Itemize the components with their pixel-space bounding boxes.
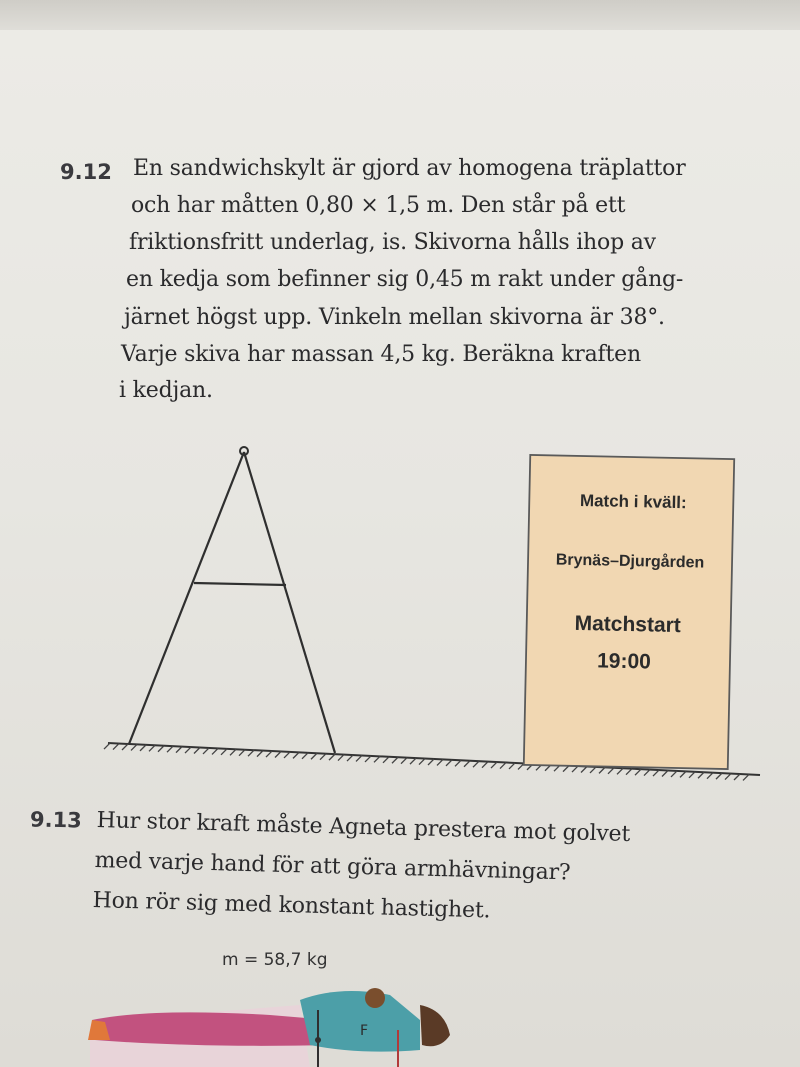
hatch-mark <box>464 761 470 767</box>
problem-text-line: en kedja som befinner sig 0,45 m rakt under gång- <box>126 267 684 292</box>
hatch-mark <box>743 774 749 780</box>
pushup-illustration <box>88 988 450 1067</box>
mass-label: m = 58,7 kg <box>222 950 328 970</box>
hatch-mark <box>239 750 245 756</box>
hatch-mark <box>167 746 173 752</box>
hatch-mark <box>608 768 614 774</box>
hatch-mark <box>338 755 344 761</box>
hatch-mark <box>320 754 326 760</box>
sign-line-2: Brynäs–Djurgården <box>555 551 705 572</box>
hatch-mark <box>365 756 371 762</box>
hatch-mark <box>176 747 182 753</box>
left-board <box>129 452 244 744</box>
hatch-mark <box>419 759 425 765</box>
hatch-mark <box>698 772 704 778</box>
hatch-mark <box>212 748 218 754</box>
hatch-mark <box>626 769 632 775</box>
hatch-mark <box>203 748 209 754</box>
problem-number: 9.12 <box>60 160 112 184</box>
hatch-mark <box>491 762 497 768</box>
hatch-mark <box>473 761 479 767</box>
problem-text-line: Hur stor kraft måste Agneta prestera mot golvet <box>96 808 631 847</box>
hatch-mark <box>275 751 281 757</box>
sign-line-4: 19:00 <box>596 649 652 674</box>
head <box>420 1005 450 1046</box>
hatch-mark <box>689 772 695 778</box>
hatch-mark <box>581 767 587 773</box>
problem-text-line: och har måtten 0,80 × 1,5 m. Den står på ett <box>131 193 626 218</box>
chain <box>194 583 286 585</box>
hatch-mark <box>347 755 353 761</box>
hatch-mark <box>311 753 317 759</box>
hatch-mark <box>455 760 461 766</box>
hatch-mark <box>284 752 290 758</box>
hatch-mark <box>707 773 713 779</box>
hatch-mark <box>401 758 407 764</box>
hatch-mark <box>716 773 722 779</box>
force-label: F <box>360 1023 369 1039</box>
hatch-mark <box>734 774 740 780</box>
hatch-mark <box>329 754 335 760</box>
hatch-mark <box>482 762 488 768</box>
hatch-mark <box>410 758 416 764</box>
a-frame-side-view <box>129 452 335 753</box>
hatch-mark <box>680 771 686 777</box>
hatch-mark <box>185 747 191 753</box>
hatch-mark <box>257 751 263 757</box>
problem-text-line: En sandwichskylt är gjord av homogena träplattor <box>133 156 686 181</box>
hatch-mark <box>158 746 164 752</box>
sign-line-1: Match i kväll: <box>579 490 687 513</box>
shoulder <box>365 988 385 1008</box>
center-of-mass <box>315 1037 321 1043</box>
hatch-mark <box>572 766 578 772</box>
hatch-mark <box>383 757 389 763</box>
problem-text-line: järnet högst upp. Vinkeln mellan skivorna är 38°. <box>124 305 665 330</box>
hatch-mark <box>221 749 227 755</box>
hatch-mark <box>500 763 506 769</box>
hatch-mark <box>248 750 254 756</box>
problem-text-line: i kedjan. <box>119 378 213 403</box>
problem-text-line: friktionsfritt underlag, is. Skivorna hålls ihop av <box>129 230 656 255</box>
sign-front-view <box>524 455 734 769</box>
hatch-mark <box>131 744 137 750</box>
hatch-mark <box>590 767 596 773</box>
hatch-mark <box>194 748 200 754</box>
hatch-mark <box>230 749 236 755</box>
hatch-mark <box>140 745 146 751</box>
hatch-mark <box>617 768 623 774</box>
hatch-mark <box>644 770 650 776</box>
hatch-mark <box>446 760 452 766</box>
hatch-mark <box>374 756 380 762</box>
hatch-mark <box>599 767 605 773</box>
hatch-mark <box>113 744 119 750</box>
hatch-mark <box>104 743 110 749</box>
problem-text-line: med varje hand för att göra armhävningar? <box>94 848 571 886</box>
hatch-mark <box>653 770 659 776</box>
hatch-mark <box>122 744 128 750</box>
hatch-mark <box>437 759 443 765</box>
legs <box>92 1012 330 1045</box>
problem-number: 9.13 <box>29 807 83 833</box>
hatch-mark <box>392 757 398 763</box>
hatch-mark <box>671 771 677 777</box>
hatch-mark <box>302 753 308 759</box>
hatch-mark <box>509 763 515 769</box>
hatch-mark <box>293 752 299 758</box>
hatch-mark <box>356 755 362 761</box>
hatch-mark <box>635 769 641 775</box>
sign-line-3: Matchstart <box>574 611 682 638</box>
right-board <box>244 452 335 753</box>
hatch-mark <box>662 770 668 776</box>
problem-text-line: Varje skiva har massan 4,5 kg. Beräkna kraften <box>121 342 641 367</box>
hatch-mark <box>266 751 272 757</box>
hatch-mark <box>428 759 434 765</box>
problem-text-line: Hon rör sig med konstant hastighet. <box>92 888 491 924</box>
hatch-mark <box>725 774 731 780</box>
hatch-mark <box>149 745 155 751</box>
